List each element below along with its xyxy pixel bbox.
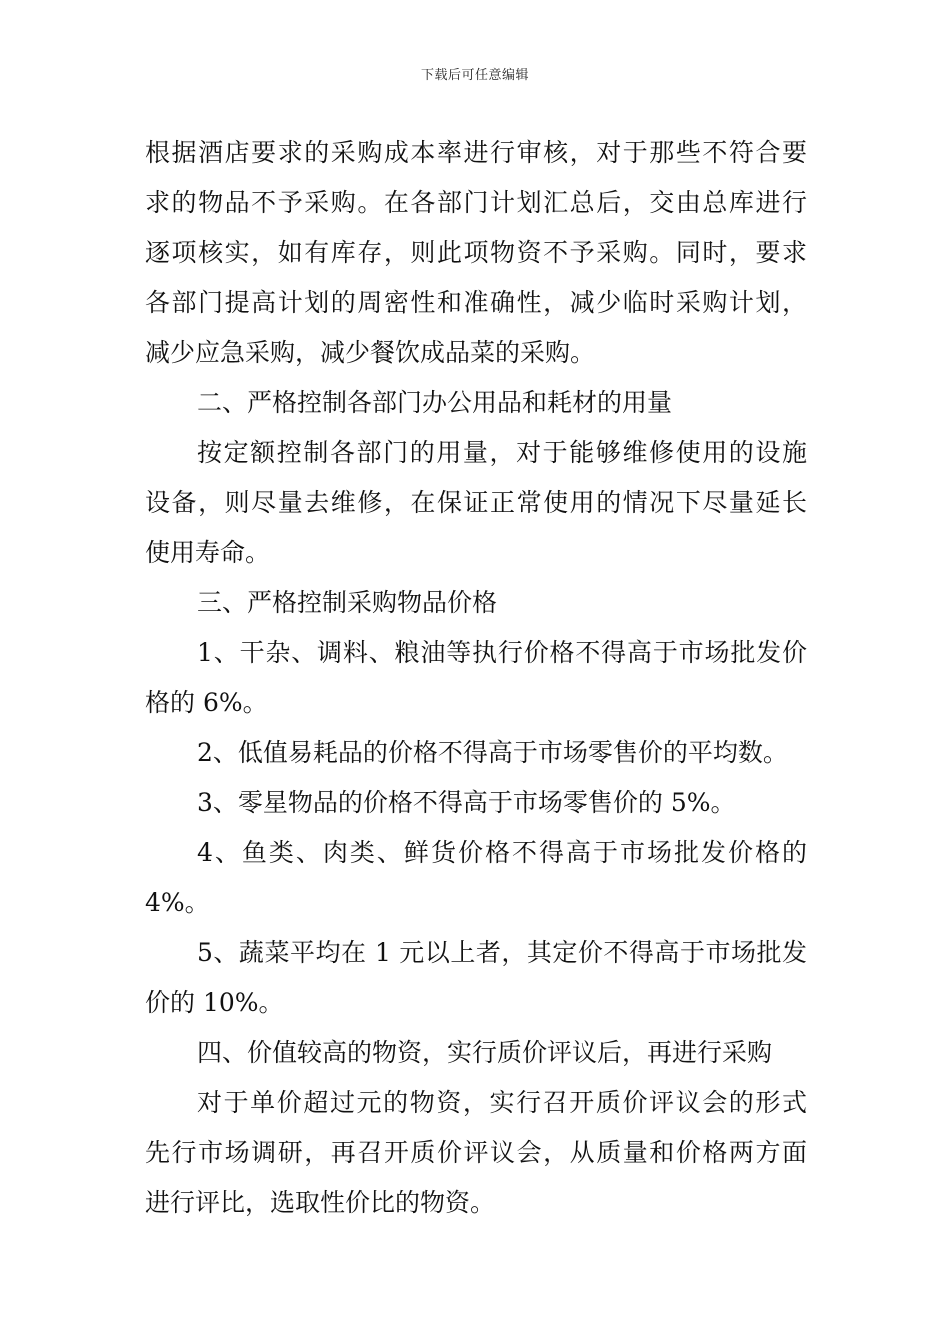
list-item-continuation: 4%。 xyxy=(145,888,210,917)
list-item-continuation: 价的 10%。 xyxy=(145,988,284,1017)
list-item: 3、零星物品的价格不得高于市场零售价的 5%。 xyxy=(197,788,736,817)
document-body xyxy=(145,128,807,1228)
paragraph-line: 对于单价超过元的物资，实行召开质价评议会的形式 xyxy=(197,1088,807,1117)
list-item: 5、蔬菜平均在 1 元以上者，其定价不得高于市场批发 xyxy=(197,938,807,967)
list-item: 4、鱼类、肉类、鲜货价格不得高于市场批发价格的 xyxy=(197,838,807,867)
section-heading: 二、严格控制各部门办公用品和耗材的用量 xyxy=(197,388,673,417)
list-item-continuation: 格的 6%。 xyxy=(145,688,268,717)
paragraph-line: 设备，则尽量去维修，在保证正常使用的情况下尽量延长 xyxy=(145,488,807,517)
paragraph-line: 逐项核实，如有库存，则此项物资不予采购。同时，要求 xyxy=(145,238,807,267)
paragraph-line: 各部门提高计划的周密性和准确性，减少临时采购计划， xyxy=(145,288,807,317)
paragraph-line: 使用寿命。 xyxy=(145,538,271,567)
paragraph-line: 先行市场调研，再召开质价评议会，从质量和价格两方面 xyxy=(145,1138,807,1167)
paragraph-line: 进行评比，选取性价比的物资。 xyxy=(145,1188,496,1217)
section-heading: 三、严格控制采购物品价格 xyxy=(197,588,498,617)
list-item: 2、低值易耗品的价格不得高于市场零售价的平均数。 xyxy=(197,738,788,767)
page-header: 下载后可任意编辑 xyxy=(420,68,529,83)
section-heading: 四、价值较高的物资，实行质价评议后，再进行采购 xyxy=(197,1038,773,1067)
paragraph-line: 求的物品不予采购。在各部门计划汇总后，交由总库进行 xyxy=(145,188,807,217)
paragraph-line: 按定额控制各部门的用量，对于能够维修使用的设施 xyxy=(197,438,807,467)
list-item: 1、干杂、调料、粮油等执行价格不得高于市场批发价 xyxy=(197,638,807,667)
paragraph-line: 根据酒店要求的采购成本率进行审核，对于那些不符合要 xyxy=(145,138,807,167)
paragraph-line: 减少应急采购，减少餐饮成品菜的采购。 xyxy=(145,338,596,367)
